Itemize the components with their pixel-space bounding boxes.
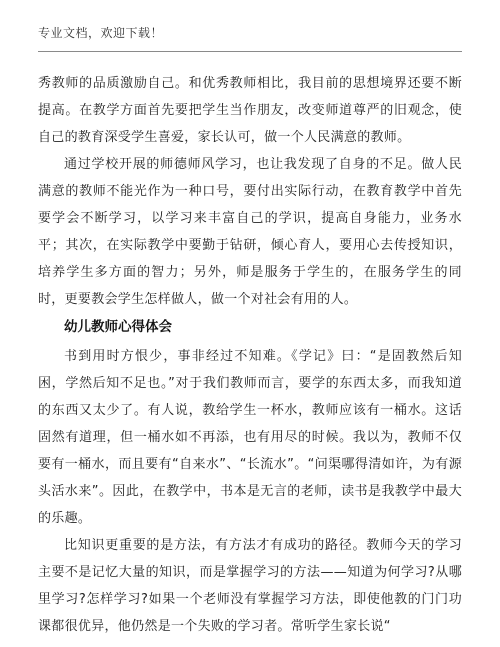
header-divider xyxy=(38,51,462,52)
document-body xyxy=(38,70,462,640)
paragraph-method: 比知识更重要的是方法，有方法才有成功的路径。教师今天的学习主要不是记忆大量的知识，而是掌握学习的方法——知道为何学习?从哪里学习?怎样学习?如果一个老师没有掌握学习方法，即使他教的门门功课都很优异，他仍然是一个失败的学习者。常听学生家长说“ xyxy=(38,538,462,634)
paragraph-reading: 书到用时方恨少，事非经过不知难。《学记》曰：“是固教然后知困，学然后知不足也。”对于我们教师而言，要学的东西太多，而我知道的东西又太少了。有人说，教给学生一杯水，教师应该有一桶水。这话固然有道理，但一桶水如不再添，也有用尽的时候。我以为，教师不仅要有一桶水，而且要有“自来水”、“长流水”。“问渠哪得清如许，为有源头活水来”。因此，在教学中，书本是无言的老师，读书是我教学中最大的乐趣。 xyxy=(38,349,462,526)
paragraph-self-reflection: 通过学校开展的师德师风学习，也让我发现了自身的不足。做人民满意的教师不能光作为一种口号，要付出实际行动，在教育教学中首先要学会不断学习，以学习来丰富自己的学识，提高自身能力，业务水平；其次，在实际教学中要勤于钻研，倾心育人，要用心去传授知识，培养学生多方面的智力；另外，师是服务于学生的，在服务学生的同时，更要教会学生怎样做人，做一个对社会有用的人。 xyxy=(38,157,462,307)
paragraph-continuation: 秀教师的品质激励自己。和优秀教师相比，我目前的思想境界还要不断提高。在教学方面首先要把学生当作朋友，改变师道尊严的旧观念，使自己的教育深受学生喜爱，家长认可，做一个人民满意的教师。 xyxy=(38,76,462,145)
section-title: 幼儿教师心得体会 xyxy=(64,319,172,335)
page-header: 专业文档，欢迎下载！ xyxy=(38,26,164,40)
